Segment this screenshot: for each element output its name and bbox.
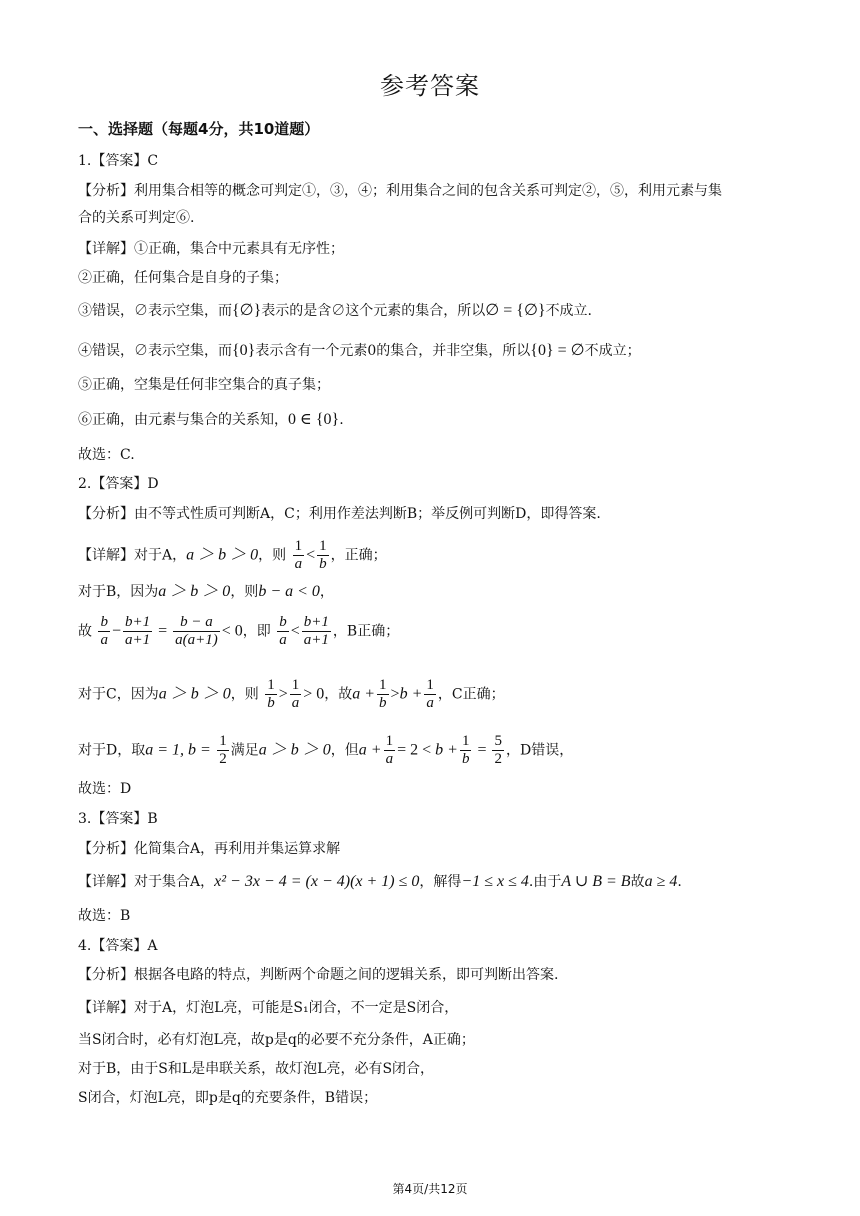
- q4-answer: 4.【答案】A: [78, 938, 158, 954]
- q1-detail-3: ③错误，∅表示空集，而{∅}表示的是含∅这个元素的集合，所以∅ = {∅}不成立.: [78, 302, 593, 319]
- fraction: $\frac{1}{a}$: [291, 677, 300, 711]
- q1-detail-5: ⑤正确，空集是任何非空集合的真子集；: [78, 377, 330, 393]
- q1-analysis-1: 【分析】利用集合相等的概念可判定①，③，④；利用集合之间的包含关系可判定②，⑤，利用元素与集: [78, 183, 722, 199]
- q2-detail-b1: 对于B，因为a ＞ b ＞ 0，则b − a < 0，: [78, 583, 334, 600]
- q1-detail-6: ⑥正确，由元素与集合的关系知，0 ∈ {0}.: [78, 411, 344, 428]
- q2-detail-b2: 故 $\frac{b}{a}$ − $\frac{b+1}{a+1}$ = $\frac{b - a}{a(a+1)}$ < 0，即 $\frac{b}{a}$ < $\frac{b+1}{a+1}$ ，B正确；: [78, 614, 400, 648]
- page-footer: 第4页/共12页: [392, 1182, 468, 1196]
- fraction: $\frac{b}{a}$: [279, 614, 287, 648]
- fraction: $\frac{1}{a}$: [426, 677, 434, 711]
- q1-analysis-2: 合的关系可判定⑥.: [78, 210, 195, 226]
- fraction: $\frac{1}{b}$: [319, 538, 327, 572]
- q4-detail-2: 当S闭合时，必有灯泡L亮，故p是q的必要不充分条件，A正确；: [78, 1032, 475, 1048]
- q1-detail-4: ④错误，∅表示空集，而{0}表示含有一个元素0的集合，并非空集，所以{0} = ∅不成立；: [78, 342, 641, 359]
- q1-conclusion: 故选：C.: [78, 447, 135, 463]
- q1-answer: 1.【答案】C: [78, 153, 159, 169]
- q4-detail-3: 对于B，由于S和L是串联关系，故灯泡L亮，必有S闭合，: [78, 1061, 435, 1077]
- q2-conclusion: 故选：D: [78, 781, 132, 797]
- q2-detail-c: 对于C，因为a ＞ b ＞ 0，则 $\frac{1}{b}$ > $\frac{1}{a}$ > 0，故a + $\frac{1}{b}$ >b + $\frac{1}{a}$ ，C正确；: [78, 677, 505, 711]
- fraction: $\frac{1}{2}$: [219, 733, 227, 767]
- q4-detail-4: S闭合，灯泡L亮，即p是q的充要条件，B错误；: [78, 1090, 378, 1106]
- fraction: $\frac{b+1}{a+1}$: [303, 614, 329, 648]
- q2-detail-a: 【详解】对于A，a ＞ b ＞ 0，则 $\frac{1}{a}$ < $\frac{1}{b}$ ，正确；: [78, 538, 387, 572]
- q3-conclusion: 故选：B: [78, 908, 131, 924]
- fraction: $\frac{b+1}{a+1}$: [124, 614, 151, 648]
- page-title: 参考答案: [380, 72, 480, 100]
- fraction: $\frac{5}{2}$: [494, 733, 502, 767]
- q2-answer: 2.【答案】D: [78, 476, 159, 492]
- fraction: $\frac{1}{b}$: [379, 677, 387, 711]
- fraction: $\frac{b - a}{a(a+1)}$: [175, 614, 218, 648]
- q4-detail-1: 【详解】对于A，灯泡L亮，可能是S₁闭合，不一定是S闭合，: [78, 1000, 459, 1016]
- q3-answer: 3.【答案】B: [78, 811, 158, 827]
- fraction: $\frac{b}{a}$: [100, 614, 108, 648]
- fraction: $\frac{1}{a}$: [294, 538, 303, 572]
- q3-analysis: 【分析】化简集合A，再利用并集运算求解: [78, 841, 341, 857]
- q2-analysis: 【分析】由不等式性质可判断A，C；利用作差法判断B；举反例可判断D，即得答案.: [78, 506, 601, 522]
- section-heading: 一、选择题（每题4分，共10道题）: [78, 120, 320, 138]
- q1-detail-2: ②正确，任何集合是自身的子集；: [78, 270, 288, 286]
- q1-detail-1: 【详解】①正确，集合中元素具有无序性；: [78, 241, 344, 257]
- q4-analysis: 【分析】根据各电路的特点，判断两个命题之间的逻辑关系，即可判断出答案.: [78, 967, 559, 983]
- fraction: $\frac{1}{a}$: [385, 733, 394, 767]
- q2-detail-d: 对于D，取a = 1, b = $\frac{1}{2}$ 满足a ＞ b ＞ 0，但a + $\frac{1}{a}$ = 2 < b + $\frac{1}{b}$ = $\frac{5}{2}$ ，D错误，: [78, 733, 574, 767]
- fraction: $\frac{1}{b}$: [267, 677, 275, 711]
- fraction: $\frac{1}{b}$: [461, 733, 470, 767]
- q3-detail: 【详解】对于集合A，x² − 3x − 4 = (x − 4)(x + 1) ≤ 0，解得−1 ≤ x ≤ 4.由于A ∪ B = B故a ≥ 4.: [78, 873, 682, 890]
